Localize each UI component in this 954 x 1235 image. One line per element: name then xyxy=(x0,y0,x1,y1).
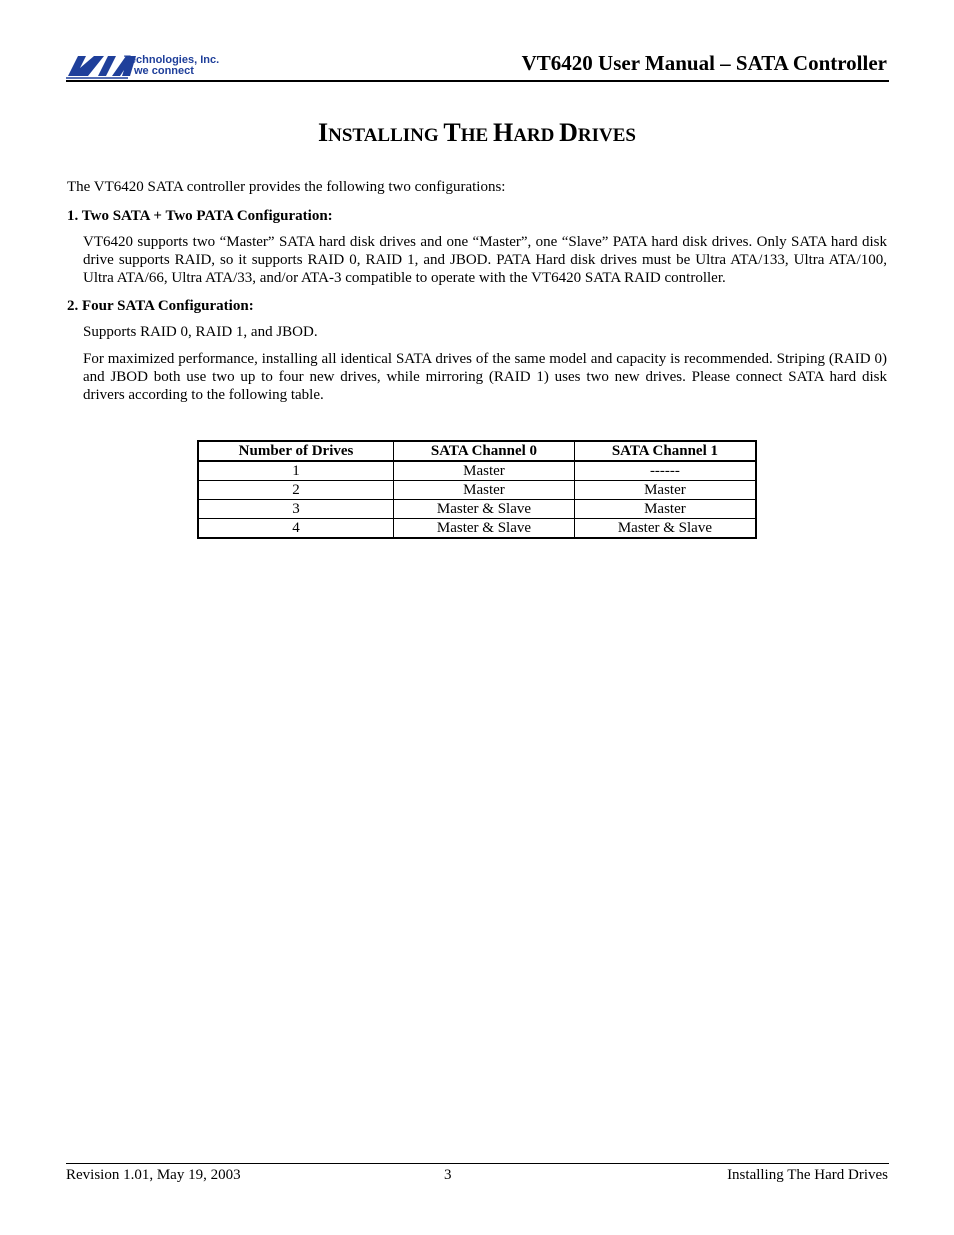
manual-title: VT6420 User Manual – SATA Controller xyxy=(521,51,887,75)
title-smallcaps: RIVES xyxy=(577,125,636,146)
title-smallcaps: NSTALLING xyxy=(328,125,444,146)
footer-section-name: Installing The Hard Drives xyxy=(727,1167,888,1183)
table-cell: 3 xyxy=(198,500,394,519)
section-title xyxy=(0,118,954,148)
title-cap: H xyxy=(492,118,514,147)
page-footer xyxy=(66,1163,889,1183)
table-row xyxy=(198,500,756,519)
logo-text-slogan: we connect xyxy=(134,65,194,77)
logo-text-company: Technologies, Inc. xyxy=(124,54,220,66)
table-row xyxy=(198,461,756,481)
table-cell: ------ xyxy=(574,461,756,481)
table-row xyxy=(198,481,756,500)
title-cap: D xyxy=(559,118,578,147)
column-header: SATA Channel 0 xyxy=(394,441,575,461)
table-cell: Master xyxy=(394,481,575,500)
table-cell: Master xyxy=(574,481,756,500)
column-header: SATA Channel 1 xyxy=(574,441,756,461)
config2-heading: 2. Four SATA Configuration: xyxy=(67,298,254,314)
table-cell: Master xyxy=(574,500,756,519)
intro-paragraph: The VT6420 SATA controller provides the following two configurations: xyxy=(67,179,506,195)
table-cell: Master xyxy=(394,461,575,481)
via-logo xyxy=(66,50,246,80)
config1-paragraph: VT6420 supports two “Master” SATA hard disk drives and one “Master”, one “Slave” PATA hard disk drives. Only SATA hard disk drive supports RAID, so it supports RAID 0, RAID 1, and JBOD. PATA Hard disk drives must be Ultra ATA/133, Ultra ATA/100, Ultra ATA/66, Ultra ATA/33, and/or ATA-3 compatible to operate with the VT6420 SATA RAID controller. xyxy=(83,234,887,286)
table-row xyxy=(198,519,756,539)
title-cap: T xyxy=(443,118,461,147)
table-cell: Master & Slave xyxy=(394,519,575,539)
table-cell: 1 xyxy=(198,461,394,481)
table-cell: Master & Slave xyxy=(394,500,575,519)
config1-heading: 1. Two SATA + Two PATA Configuration: xyxy=(67,208,333,224)
page-number: 3 xyxy=(444,1167,452,1183)
revision-date: Revision 1.01, May 19, 2003 xyxy=(66,1167,241,1183)
table-cell: 2 xyxy=(198,481,394,500)
title-smallcaps: ARD xyxy=(513,125,560,146)
column-header: Number of Drives xyxy=(198,441,394,461)
table-cell: Master & Slave xyxy=(574,519,756,539)
drive-configuration-table xyxy=(197,440,757,539)
config2-paragraph-raid: Supports RAID 0, RAID 1, and JBOD. xyxy=(83,324,318,340)
config2-paragraph-performance: For maximized performance, installing all identical SATA drives of the same model and capacity is recommended. Striping (RAID 0) and JBOD both use two up to four new drives, while mirroring (RAID 1) uses two new drives. Please connect SATA hard disk drivers according to the following table. xyxy=(83,351,887,403)
table-cell: 4 xyxy=(198,519,394,539)
page-header xyxy=(66,48,889,82)
table-header-row xyxy=(198,441,756,461)
title-smallcaps: HE xyxy=(460,125,493,146)
title-cap: I xyxy=(318,118,329,147)
